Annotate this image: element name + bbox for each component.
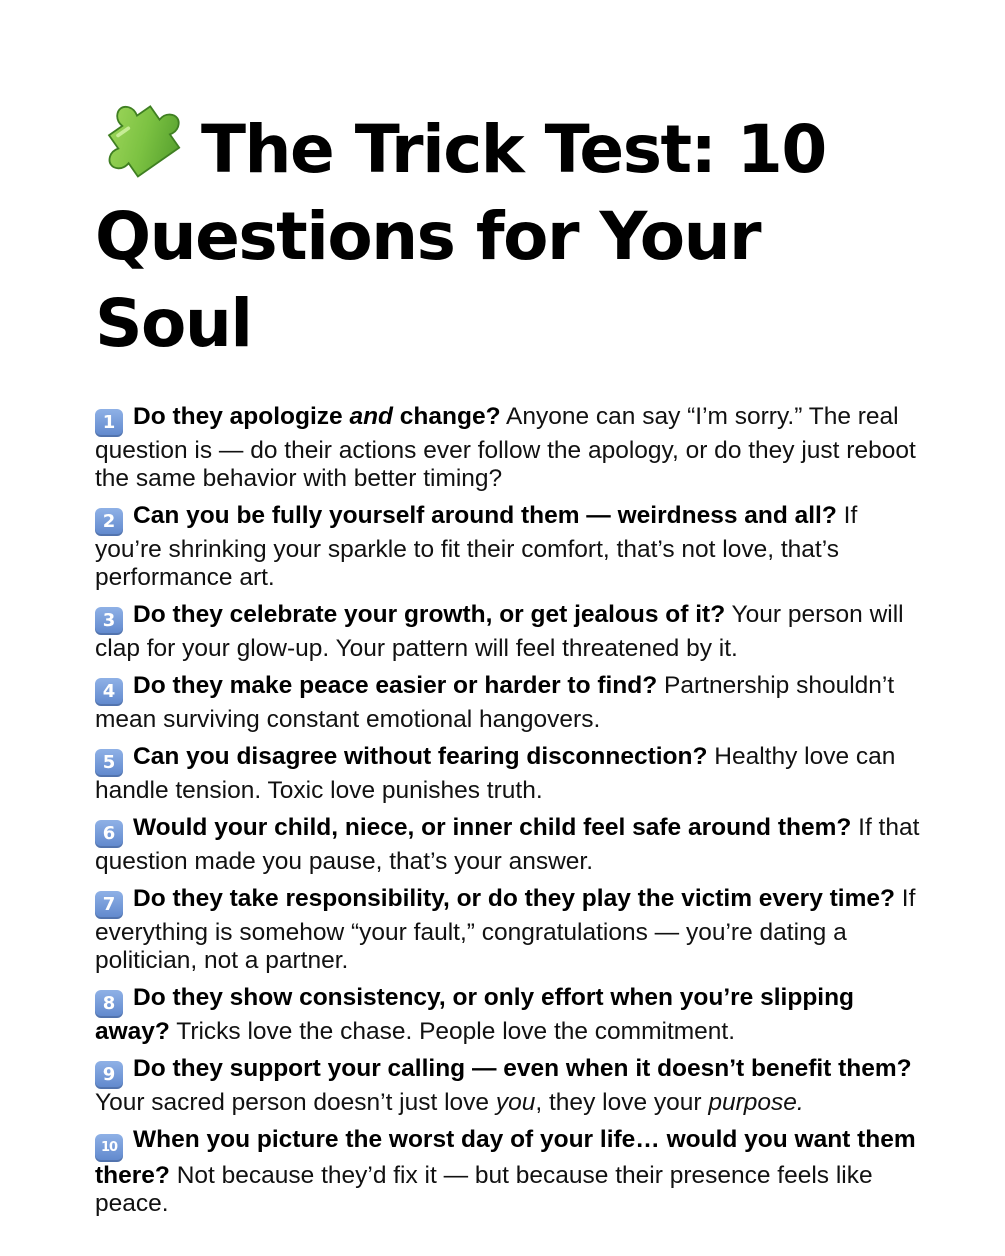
question-9-text-part-b: , they love your — [535, 1089, 709, 1116]
question-item-5 — [95, 743, 925, 805]
document-page — [95, 92, 925, 1227]
page-title — [95, 92, 925, 367]
question-7-heading: Do they take responsibility, or do they play the victim every time? — [133, 885, 895, 912]
number-7-badge-icon: 7 — [95, 891, 123, 919]
question-9-text-emphasis-2: purpose. — [708, 1089, 804, 1116]
number-6-badge-icon: 6 — [95, 820, 123, 848]
question-item-6 — [95, 814, 925, 876]
question-1-heading — [133, 403, 501, 430]
number-1-badge-icon: 1 — [95, 409, 123, 437]
number-10-badge-icon: 10 — [95, 1134, 123, 1162]
question-1-text: Anyone can say “I’m sorry.” The real question is — do their actions ever follow the apology, or do they just reboot the same behavior with better timing? — [95, 403, 916, 492]
question-1-heading-emphasis: and — [349, 403, 393, 430]
question-2-heading: Can you be fully yourself around them — weirdness and all? — [133, 502, 837, 529]
question-list — [95, 403, 925, 1218]
question-item-7 — [95, 885, 925, 975]
question-1-heading-part-b: change? — [393, 403, 501, 430]
question-item-2 — [95, 502, 925, 592]
question-item-1 — [95, 403, 925, 493]
question-4-heading: Do they make peace easier or harder to find? — [133, 672, 658, 699]
question-1-heading-part-a: Do they apologize — [133, 403, 350, 430]
number-4-badge-icon: 4 — [95, 678, 123, 706]
question-5-text: Healthy love can handle tension. Toxic love punishes truth. — [95, 743, 896, 804]
number-8-badge-icon: 8 — [95, 990, 123, 1018]
number-5-badge-icon: 5 — [95, 749, 123, 777]
question-6-heading: Would your child, niece, or inner child feel safe around them? — [133, 814, 852, 841]
question-3-text: Your person will clap for your glow-up. Your pattern will feel threatened by it. — [95, 601, 904, 662]
question-10-text: Not because they’d fix it — but because their presence feels like peace. — [95, 1162, 873, 1217]
number-2-badge-icon: 2 — [95, 508, 123, 536]
page-title-text: The Trick Test: 10 Questions for Your Soul — [95, 111, 826, 362]
question-item-10 — [95, 1126, 925, 1218]
question-3-heading: Do they celebrate your growth, or get jealous of it? — [133, 601, 726, 628]
question-item-9 — [95, 1055, 925, 1117]
question-8-text: Tricks love the chase. People love the commitment. — [169, 1018, 736, 1045]
question-5-heading: Can you disagree without fearing disconnection? — [133, 743, 708, 770]
question-7-text: If everything is somehow “your fault,” congratulations — you’re dating a politician, not a partner. — [95, 885, 916, 974]
question-item-8 — [95, 984, 925, 1046]
number-3-badge-icon: 3 — [95, 607, 123, 635]
puzzle-piece-icon — [95, 92, 187, 182]
question-item-4 — [95, 672, 925, 734]
question-9-heading: Do they support your calling — even when it doesn’t benefit them? — [133, 1055, 912, 1082]
number-9-badge-icon: 9 — [95, 1061, 123, 1089]
question-10-heading: When you picture the worst day of your life… would you want them there? — [95, 1126, 916, 1189]
question-8-heading: Do they show consistency, or only effort when you’re slipping away? — [95, 984, 855, 1045]
question-item-3 — [95, 601, 925, 663]
question-9-text-part-a: Your sacred person doesn’t just love — [95, 1089, 496, 1116]
question-9-text-emphasis: you — [495, 1089, 536, 1116]
question-6-text: If that question made you pause, that’s your answer. — [95, 814, 920, 875]
question-2-text: If you’re shrinking your sparkle to fit their comfort, that’s not love, that’s performance art. — [95, 502, 858, 591]
question-4-text: Partnership shouldn’t mean surviving constant emotional hangovers. — [95, 672, 895, 733]
